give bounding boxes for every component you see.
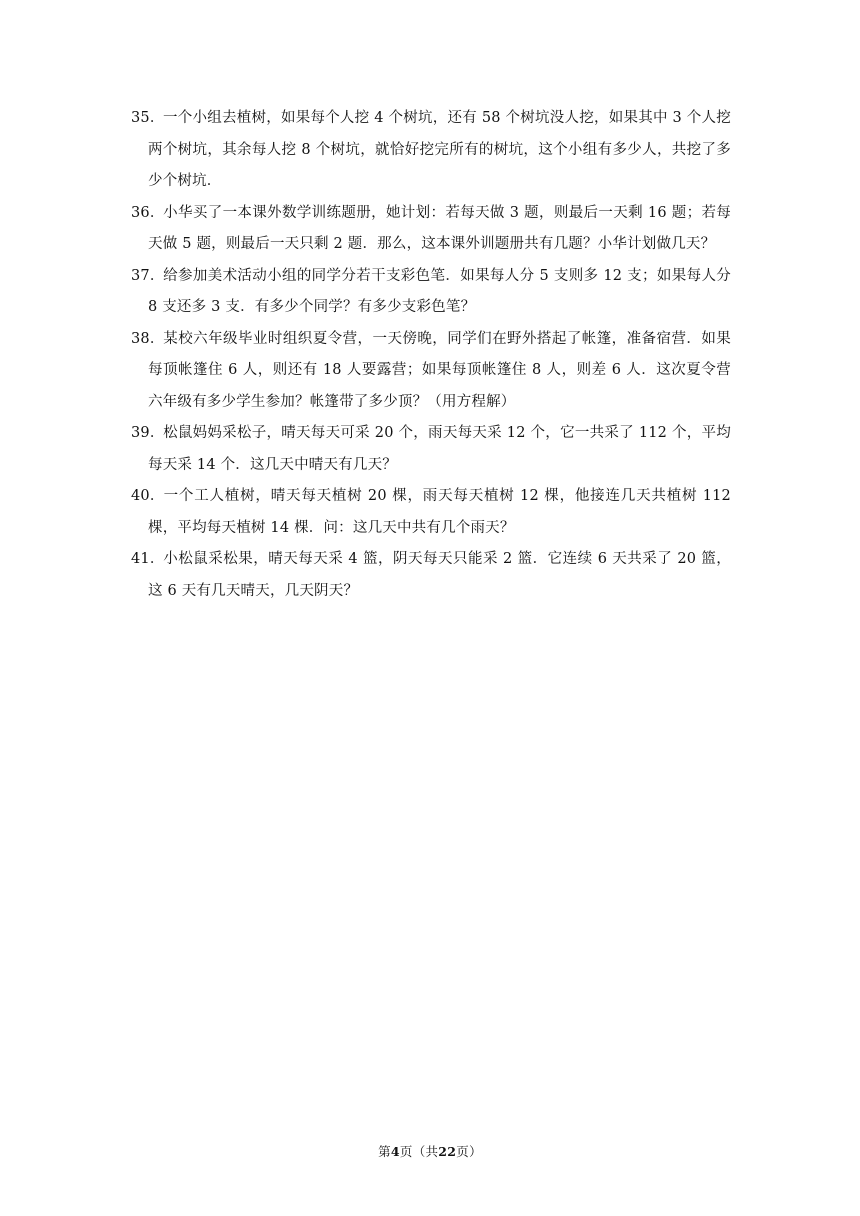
problem-text: 某校六年级毕业时组织夏令营，一天傍晚，同学们在野外搭起了帐篷，准备宿营．如果每顶帐篷住 6 人，则还有 18 人要露营；如果每顶帐篷住 8 人，则差 6 人．这次夏令营六年级有多少学生参加？帐篷带了多少顶？（用方程解） bbox=[148, 330, 731, 410]
problem-number: 40． bbox=[131, 488, 165, 504]
problem-text: 一个工人植树，晴天每天植树 20 棵，雨天每天植树 12 棵，他接连几天共植树 112 棵，平均每天植树 14 棵．问：这几天中共有几个雨天？ bbox=[148, 488, 731, 536]
problem-number: 41． bbox=[131, 551, 165, 567]
problem-37 bbox=[131, 261, 731, 324]
page-footer bbox=[0, 1142, 860, 1160]
problem-list bbox=[131, 103, 731, 607]
problem-number: 38． bbox=[131, 330, 165, 347]
problem-text: 松鼠妈妈采松子，晴天每天可采 20 个，雨天每天采 12 个，它一共采了 112 个，平均每天采 14 个．这几天中晴天有几天？ bbox=[148, 425, 731, 473]
footer-page-number: 4 bbox=[390, 1144, 400, 1159]
problem-number: 35． bbox=[131, 110, 165, 126]
problem-text: 小华买了一本课外数学训练题册，她计划：若每天做 3 题，则最后一天剩 16 题；若每天做 5 题，则最后一天只剩 2 题．那么，这本课外训题册共有几题？小华计划做几天？ bbox=[148, 204, 731, 252]
problem-number: 36． bbox=[131, 204, 165, 221]
problem-text: 一个小组去植树，如果每个人挖 4 个树坑，还有 58 个树坑没人挖，如果其中 3 个人挖两个树坑，其余每人挖 8 个树坑，就恰好挖完所有的树坑，这个小组有多少人，共挖了多少个树坑． bbox=[148, 110, 731, 189]
problem-39 bbox=[131, 418, 731, 481]
footer-total-pages: 22 bbox=[438, 1144, 457, 1159]
problem-38 bbox=[131, 324, 731, 419]
problem-41 bbox=[131, 544, 731, 607]
problem-number: 37． bbox=[131, 267, 165, 284]
footer-prefix: 第 bbox=[378, 1144, 391, 1159]
problem-40 bbox=[131, 481, 731, 544]
problem-number: 39． bbox=[131, 425, 165, 441]
problem-36 bbox=[131, 198, 731, 261]
footer-suffix: 页） bbox=[456, 1144, 482, 1159]
problem-text: 小松鼠采松果，晴天每天采 4 篮，阴天每天只能采 2 篮．它连续 6 天共采了 20 篮，这 6 天有几天晴天，几天阴天？ bbox=[148, 551, 731, 599]
problem-35 bbox=[131, 103, 731, 198]
footer-middle: 页（共 bbox=[399, 1144, 439, 1159]
problem-text: 给参加美术活动小组的同学分若干支彩色笔．如果每人分 5 支则多 12 支；如果每人分 8 支还多 3 支．有多少个同学？有多少支彩色笔？ bbox=[148, 267, 731, 315]
